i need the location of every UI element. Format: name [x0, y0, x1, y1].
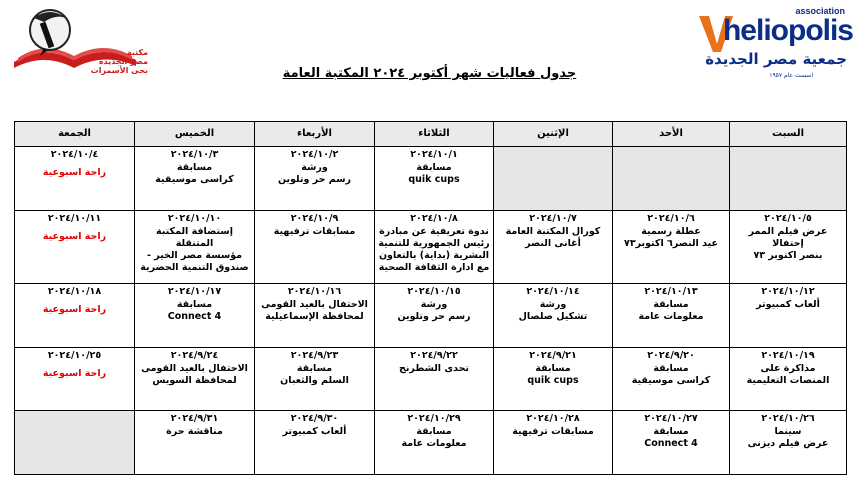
day-cell [255, 347, 375, 411]
event-text: Connect 4 [167, 311, 222, 323]
event-text: المنصات التعليمية [746, 374, 830, 386]
association-label: association [795, 6, 845, 16]
day-cell [494, 347, 613, 411]
day-cell [494, 147, 613, 211]
day-cell [494, 284, 613, 348]
event-text: عيد النصر٦ اكتوبر٧٣ [624, 237, 718, 249]
event-text: تحدى الشطرنج [399, 362, 469, 374]
day-cell [15, 411, 135, 475]
event-date: ٢٠٢٤/١٠/٨ [410, 212, 458, 224]
day-cell [375, 411, 494, 475]
event-date: ٢٠٢٤/٩/٢٣ [290, 349, 339, 361]
event-date: ٢٠٢٤/١٠/٥ [764, 212, 812, 224]
event-text: مؤسسة مصر الخير - [146, 249, 243, 261]
event-text: مسابقة [416, 426, 452, 438]
day-cell [730, 411, 847, 475]
event-date: ٢٠٢٤/١٠/١٣ [644, 286, 698, 298]
event-text: ألعاب كمبيوتر [756, 299, 820, 311]
event-text: سينما [774, 426, 802, 438]
event-text: معلومات عامة [638, 311, 704, 323]
event-text: كورال المكتبة العامة [505, 225, 601, 237]
day-cell [375, 284, 494, 348]
event-text: عرض فيلم ديزنى [747, 438, 829, 450]
event-date: ٢٠٢٤/١٠/١٧ [167, 286, 222, 298]
event-date: ٢٠٢٤/١٠/١٢ [761, 286, 815, 298]
event-text: مسابقة [653, 362, 689, 374]
event-text: مناقشة حرة [166, 426, 223, 438]
event-date: ٢٠٢٤/١٠/١٦ [287, 286, 342, 298]
event-text: مسابقات ترفيهية [273, 225, 356, 237]
day-header: الخميس [135, 122, 255, 147]
week-row [15, 347, 847, 411]
events-calendar [14, 121, 847, 475]
event-date: ٢٠٢٤/١٠/١١ [47, 212, 102, 224]
day-cell [135, 210, 255, 284]
day-cell [255, 147, 375, 211]
event-text: ألعاب كمبيوتر [282, 426, 347, 438]
event-text: السلم والثعبان [280, 374, 349, 386]
org-name: جمعية مصر الجديدة [705, 50, 847, 68]
day-cell [730, 210, 847, 284]
event-date: ٢٠٢٤/١٠/٦ [647, 212, 695, 224]
event-text: بنصر اكتوبر ٧٣ [753, 249, 823, 261]
event-date: ٢٠٢٤/٩/٣١ [170, 413, 219, 425]
weekly-rest-label: راحة اسبوعية [42, 367, 107, 379]
event-date: ٢٠٢٤/١٠/١ [410, 149, 458, 160]
day-cell [494, 411, 613, 475]
event-text: مسابقة [653, 426, 689, 438]
day-cell [15, 210, 135, 284]
event-date: ٢٠٢٤/١٠/١٥ [407, 286, 461, 298]
event-text: الاحتفال بالعيد القومى [141, 362, 248, 374]
day-cell [730, 347, 847, 411]
day-header: الأربعاء [255, 122, 375, 147]
event-text: quik cups [527, 374, 579, 386]
event-date: ٢٠٢٤/١٠/٢٧ [644, 413, 698, 425]
day-cell [15, 284, 135, 348]
event-text: ورشة [539, 299, 567, 311]
event-date: ٢٠٢٤/٩/٢٠ [647, 349, 695, 361]
day-cell [135, 147, 255, 211]
day-cell [135, 411, 255, 475]
day-cell [255, 411, 375, 475]
event-date: ٢٠٢٤/١٠/٤ [50, 149, 99, 160]
event-text: مسابقة [416, 162, 452, 173]
event-text: كراسى موسيقية [155, 174, 234, 185]
week-row [15, 147, 847, 211]
event-date: ٢٠٢٤/١٠/٩ [290, 212, 339, 224]
day-cell [613, 411, 730, 475]
event-text: ورشة [420, 299, 448, 311]
event-date: ٢٠٢٤/١٠/٢٥ [47, 349, 102, 361]
day-cell [255, 284, 375, 348]
event-text: إستضافة المكتبة المتنقلة [156, 225, 233, 249]
day-cell [613, 210, 730, 284]
day-cell [15, 347, 135, 411]
event-text: معلومات عامة [401, 438, 467, 450]
event-text: عطلة رسمية [641, 225, 701, 237]
event-text: أغانى النصر [525, 237, 581, 249]
day-cell [135, 347, 255, 411]
day-cell [613, 347, 730, 411]
event-date: ٢٠٢٤/١٠/٢٨ [526, 413, 580, 425]
day-cell [730, 284, 847, 348]
event-text: مسابقة [176, 162, 213, 173]
week-row [15, 210, 847, 284]
day-cell [613, 284, 730, 348]
event-date: ٢٠٢٤/٩/٢١ [529, 349, 577, 361]
event-text: لمحافظة الإسماعيلية [265, 311, 364, 323]
day-cell [494, 210, 613, 284]
event-text: إحتفالا [772, 237, 804, 249]
event-text: تشكيل صلصال [518, 311, 588, 323]
event-text: ندوة تعريفية عن مبادرة [379, 225, 489, 237]
page-title: جدول فعاليات شهر أكتوبر ٢٠٢٤ المكتبة العامة [282, 66, 577, 81]
day-header: السبت [730, 122, 847, 147]
event-date: ٢٠٢٤/١٠/١٩ [761, 349, 815, 361]
week-row [15, 284, 847, 348]
event-date: ٢٠٢٤/١٠/٢ [290, 149, 339, 160]
event-date: ٢٠٢٤/١٠/٢٦ [761, 413, 815, 425]
brand-name: heliopolis [722, 14, 853, 47]
event-date: ٢٠٢٤/٩/٢٢ [410, 349, 458, 361]
event-text: مع ادارة الثقافة الصحية [378, 261, 490, 273]
event-text: لمحافظة السويس [152, 374, 237, 386]
established-label: اسست عام ١٩٥٧ [769, 72, 813, 79]
event-text: مسابقة [296, 362, 333, 374]
day-cell [375, 147, 494, 211]
event-date: ٢٠٢٤/٩/٢٤ [170, 349, 219, 361]
event-text: مسابقة [176, 299, 213, 311]
day-cell [255, 210, 375, 284]
event-text: صندوق التنمية الحضرية [140, 261, 249, 273]
day-header: الأحد [613, 122, 730, 147]
library-logo-line: بحى الأسمرات [90, 66, 148, 75]
calendar-header-row [15, 122, 847, 147]
day-header: الجمعة [15, 122, 135, 147]
event-text: مذاكرة على [760, 362, 816, 374]
event-text: رسم حر وتلوين [277, 174, 352, 185]
event-text: مسابقات ترفيهية [512, 426, 594, 438]
event-text: مسابقة [653, 299, 689, 311]
day-header: الإثنين [494, 122, 613, 147]
day-cell [730, 147, 847, 211]
event-text: البشرية (بداية) بالتعاون [378, 249, 490, 261]
event-text: Connect 4 [644, 438, 698, 450]
event-date: ٢٠٢٤/١٠/٢٩ [407, 413, 461, 425]
day-cell [613, 147, 730, 211]
event-date: ٢٠٢٤/٩/٣٠ [290, 413, 339, 425]
day-cell [375, 347, 494, 411]
event-date: ٢٠٢٤/١٠/١٠ [167, 212, 222, 224]
event-text: مسابقة [535, 362, 571, 374]
event-text: رئيس الجمهورية للتنمية [378, 237, 490, 249]
event-text: الاحتفال بالعيد القومى [261, 299, 368, 311]
event-text: ورشة [301, 162, 328, 173]
event-date: ٢٠٢٤/١٠/١٨ [47, 286, 102, 298]
event-text: كراسى موسيقية [631, 374, 711, 386]
event-date: ٢٠٢٤/١٠/٣ [170, 149, 219, 160]
event-date: ٢٠٢٤/١٠/٧ [529, 212, 577, 224]
library-logo-line: مصر الجديدة [98, 57, 148, 66]
event-date: ٢٠٢٤/١٠/١٤ [526, 286, 580, 298]
event-text: رسم حر وتلوين [397, 311, 471, 323]
day-header: الثلاثاء [375, 122, 494, 147]
event-text: quik cups [408, 174, 460, 185]
event-text: عرض فيلم الممر [748, 225, 828, 237]
weekly-rest-label: راحة اسبوعية [42, 230, 107, 242]
day-cell [375, 210, 494, 284]
weekly-rest-label: راحة اسبوعية [42, 167, 107, 178]
week-row [15, 411, 847, 475]
weekly-rest-label: راحة اسبوعية [42, 304, 107, 316]
day-cell [15, 147, 135, 211]
library-logo-line: مكتبة [127, 48, 148, 57]
day-cell [135, 284, 255, 348]
